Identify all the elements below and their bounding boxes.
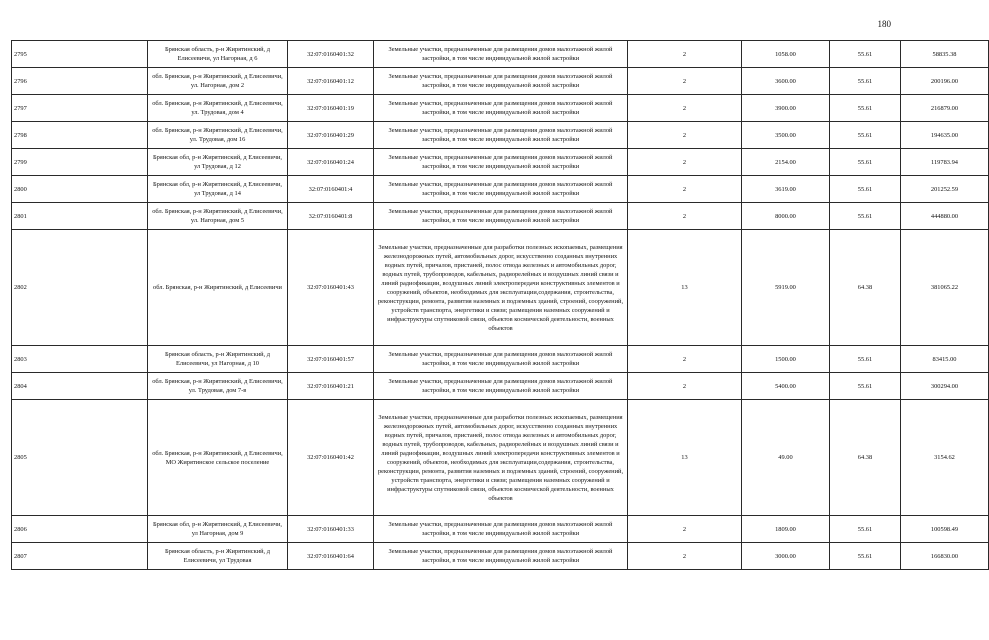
cadastral-number: 32:07:0160401:64: [288, 543, 374, 570]
cadastral-value: 201252.59: [901, 176, 989, 203]
cadastral-value: 200196.00: [901, 68, 989, 95]
permitted-use: Земельные участки, предназначенные для разработки полезных ископаемых, размещения железнодорожных путей, автомобильных дорог, искусственно созданных внутренних водных путей, причалов, пристаней, полос отвода железных и автомобильных дорог, водных путей, трубопроводов, кабельных, радиорелейных и воздушных линий связи и линий радиофикации, воздушных линий электропередачи конструктивных элементов и сооружений, объектов, необходимых для эксплуатации,содержания, строительства, реконструкции, ремонта, развития наземных и подземных зданий, строений, сооружений, устройств транспорта, энергетики и связи; размещения наземных сооружений и инфраструктуры спутниковой связи, объектов космической деятельности, военных объектов: [374, 230, 628, 346]
permitted-use: Земельные участки, предназначенные для размещения домов малоэтажной жилой застройки, в том числе индивидуальной жилой застройки: [374, 543, 628, 570]
plot-area: 2154.00: [742, 149, 830, 176]
plot-area: 3600.00: [742, 68, 830, 95]
row-number: 2800: [12, 176, 148, 203]
cadastral-number: 32:07:0160401:21: [288, 373, 374, 400]
table-row: [12, 68, 989, 95]
cadastral-value: 100598.49: [901, 516, 989, 543]
cadastral-rate: 55.61: [830, 516, 901, 543]
plot-address: обл. Брянская, р-н Жирятинский, д Елисеевичи, МО Жирятинское сельское поселение: [148, 400, 288, 516]
plot-address: обл. Брянская, р-н Жирятинский, д Елисеевичи, ул. Трудовая, дом 16: [148, 122, 288, 149]
land-category-code: 2: [628, 149, 742, 176]
plot-address: обл. Брянская, р-н Жирятинский, д Елисеевичи: [148, 230, 288, 346]
plot-area: 5400.00: [742, 373, 830, 400]
land-category-code: 2: [628, 203, 742, 230]
row-number: 2805: [12, 400, 148, 516]
cadastral-rate: 55.61: [830, 373, 901, 400]
cadastral-value: 3154.62: [901, 400, 989, 516]
row-number: 2804: [12, 373, 148, 400]
land-category-code: 13: [628, 230, 742, 346]
cadastral-number: 32:07:0160401:12: [288, 68, 374, 95]
cadastral-number: 32:07:0160401:19: [288, 95, 374, 122]
permitted-use: Земельные участки, предназначенные для размещения домов малоэтажной жилой застройки, в том числе индивидуальной жилой застройки: [374, 176, 628, 203]
row-number: 2796: [12, 68, 148, 95]
permitted-use: Земельные участки, предназначенные для размещения домов малоэтажной жилой застройки, в том числе индивидуальной жилой застройки: [374, 516, 628, 543]
land-category-code: 2: [628, 122, 742, 149]
table-row: [12, 176, 989, 203]
cadastral-rate: 55.61: [830, 95, 901, 122]
plot-address: Брянская обл, р-н Жирятинский, д Елисеевичи, ул Трудовая, д 12: [148, 149, 288, 176]
permitted-use: Земельные участки, предназначенные для размещения домов малоэтажной жилой застройки, в том числе индивидуальной жилой застройки: [374, 41, 628, 68]
cadastral-rate: 55.61: [830, 346, 901, 373]
plot-address: Брянская область, р-н Жирятинский, д Елисеевичи, ул Нагорная, д 10: [148, 346, 288, 373]
row-number: 2799: [12, 149, 148, 176]
row-number: 2806: [12, 516, 148, 543]
plot-area: 3500.00: [742, 122, 830, 149]
plot-address: Брянская обл, р-н Жирятинский, д Елисеевичи, ул Нагорная, дом 9: [148, 516, 288, 543]
cadastral-number: 32:07:0160401:29: [288, 122, 374, 149]
cadastral-value: 83415.00: [901, 346, 989, 373]
table-row: [12, 149, 989, 176]
cadastral-rate: 55.61: [830, 41, 901, 68]
permitted-use: Земельные участки, предназначенные для размещения домов малоэтажной жилой застройки, в том числе индивидуальной жилой застройки: [374, 95, 628, 122]
permitted-use: Земельные участки, предназначенные для размещения домов малоэтажной жилой застройки, в том числе индивидуальной жилой застройки: [374, 68, 628, 95]
plot-area: 1058.00: [742, 41, 830, 68]
cadastral-value: 381065.22: [901, 230, 989, 346]
table-row: [12, 516, 989, 543]
permitted-use: Земельные участки, предназначенные для размещения домов малоэтажной жилой застройки, в том числе индивидуальной жилой застройки: [374, 203, 628, 230]
cadastral-number: 32:07:0160401:4: [288, 176, 374, 203]
land-category-code: 2: [628, 516, 742, 543]
table-body: [12, 41, 989, 570]
row-number: 2801: [12, 203, 148, 230]
table-row: [12, 543, 989, 570]
cadastral-rate: 64.38: [830, 230, 901, 346]
table-row: [12, 400, 989, 516]
cadastral-value: 194635.00: [901, 122, 989, 149]
land-category-code: 2: [628, 346, 742, 373]
cadastral-rate: 55.61: [830, 176, 901, 203]
plot-address: Брянская область, р-н Жирятинский, д Елисеевичи, ул Трудовая: [148, 543, 288, 570]
cadastral-value: 119783.94: [901, 149, 989, 176]
cadastral-number: 32:07:0160401:42: [288, 400, 374, 516]
table-row: [12, 373, 989, 400]
plot-address: обл. Брянская, р-н Жирятинский, д Елисеевичи, ул. Нагорная, дом 2: [148, 68, 288, 95]
plot-address: обл. Брянская, р-н Жирятинский, д Елисеевичи, ул. Трудовая, дом 7-в: [148, 373, 288, 400]
cadastral-rate: 64.38: [830, 400, 901, 516]
cadastral-number: 32:07:0160401:57: [288, 346, 374, 373]
row-number: 2803: [12, 346, 148, 373]
land-category-code: 2: [628, 41, 742, 68]
plot-address: Брянская область, р-н Жирятинский, д Елисеевичи, ул Нагорная, д 6: [148, 41, 288, 68]
cadastral-rate: 55.61: [830, 149, 901, 176]
plot-address: обл. Брянская, р-н Жирятинский, д Елисеевичи, ул. Нагорная, дом 5: [148, 203, 288, 230]
permitted-use: Земельные участки, предназначенные для размещения домов малоэтажной жилой застройки, в том числе индивидуальной жилой застройки: [374, 149, 628, 176]
plot-area: 1500.00: [742, 346, 830, 373]
land-plots-table: [11, 40, 989, 570]
cadastral-number: 32:07:0160401:33: [288, 516, 374, 543]
row-number: 2795: [12, 41, 148, 68]
table-row: [12, 41, 989, 68]
row-number: 2807: [12, 543, 148, 570]
cadastral-number: 32:07:0160401:43: [288, 230, 374, 346]
cadastral-rate: 55.61: [830, 543, 901, 570]
cadastral-number: 32:07:0160401:8: [288, 203, 374, 230]
plot-area: 8000.00: [742, 203, 830, 230]
cadastral-value: 58835.38: [901, 41, 989, 68]
table-row: [12, 203, 989, 230]
cadastral-rate: 55.61: [830, 203, 901, 230]
table-row: [12, 122, 989, 149]
cadastral-value: 216879.00: [901, 95, 989, 122]
table-row: [12, 95, 989, 122]
plot-address: обл. Брянская, р-н Жирятинский, д Елисеевичи, ул. Трудовая, дом 4: [148, 95, 288, 122]
cadastral-value: 300294.00: [901, 373, 989, 400]
page-number: 180: [877, 19, 891, 29]
land-category-code: 2: [628, 176, 742, 203]
cadastral-value: 166830.00: [901, 543, 989, 570]
table-row: [12, 230, 989, 346]
land-category-code: 13: [628, 400, 742, 516]
plot-area: 5919.00: [742, 230, 830, 346]
cadastral-number: 32:07:0160401:32: [288, 41, 374, 68]
plot-area: 1809.00: [742, 516, 830, 543]
cadastral-rate: 55.61: [830, 122, 901, 149]
permitted-use: Земельные участки, предназначенные для размещения домов малоэтажной жилой застройки, в том числе индивидуальной жилой застройки: [374, 346, 628, 373]
permitted-use: Земельные участки, предназначенные для размещения домов малоэтажной жилой застройки, в том числе индивидуальной жилой застройки: [374, 122, 628, 149]
row-number: 2797: [12, 95, 148, 122]
row-number: 2798: [12, 122, 148, 149]
land-category-code: 2: [628, 373, 742, 400]
plot-address: Брянская обл, р-н Жирятинский, д Елисеевичи, ул Трудовая, д 14: [148, 176, 288, 203]
row-number: 2802: [12, 230, 148, 346]
cadastral-value: 444880.00: [901, 203, 989, 230]
land-category-code: 2: [628, 95, 742, 122]
plot-area: 3619.00: [742, 176, 830, 203]
cadastral-number: 32:07:0160401:24: [288, 149, 374, 176]
plot-area: 49.00: [742, 400, 830, 516]
land-category-code: 2: [628, 543, 742, 570]
land-category-code: 2: [628, 68, 742, 95]
permitted-use: Земельные участки, предназначенные для разработки полезных ископаемых, размещения железнодорожных путей, автомобильных дорог, искусственно созданных внутренних водных путей, причалов, пристаней, полос отвода железных и автомобильных дорог, водных путей, трубопроводов, кабельных, радиорелейных и воздушных линий связи и линий радиофикации, воздушных линий электропередачи конструктивных элементов и сооружений, объектов, необходимых для эксплуатации,содержания, строительства, реконструкции, ремонта, развития наземных и подземных зданий, строений, сооружений, устройств транспорта, энергетики и связи; размещения наземных сооружений и инфраструктуры спутниковой связи, объектов космической деятельности, военных объектов: [374, 400, 628, 516]
plot-area: 3000.00: [742, 543, 830, 570]
permitted-use: Земельные участки, предназначенные для размещения домов малоэтажной жилой застройки, в том числе индивидуальной жилой застройки: [374, 373, 628, 400]
cadastral-rate: 55.61: [830, 68, 901, 95]
table-row: [12, 346, 989, 373]
plot-area: 3900.00: [742, 95, 830, 122]
